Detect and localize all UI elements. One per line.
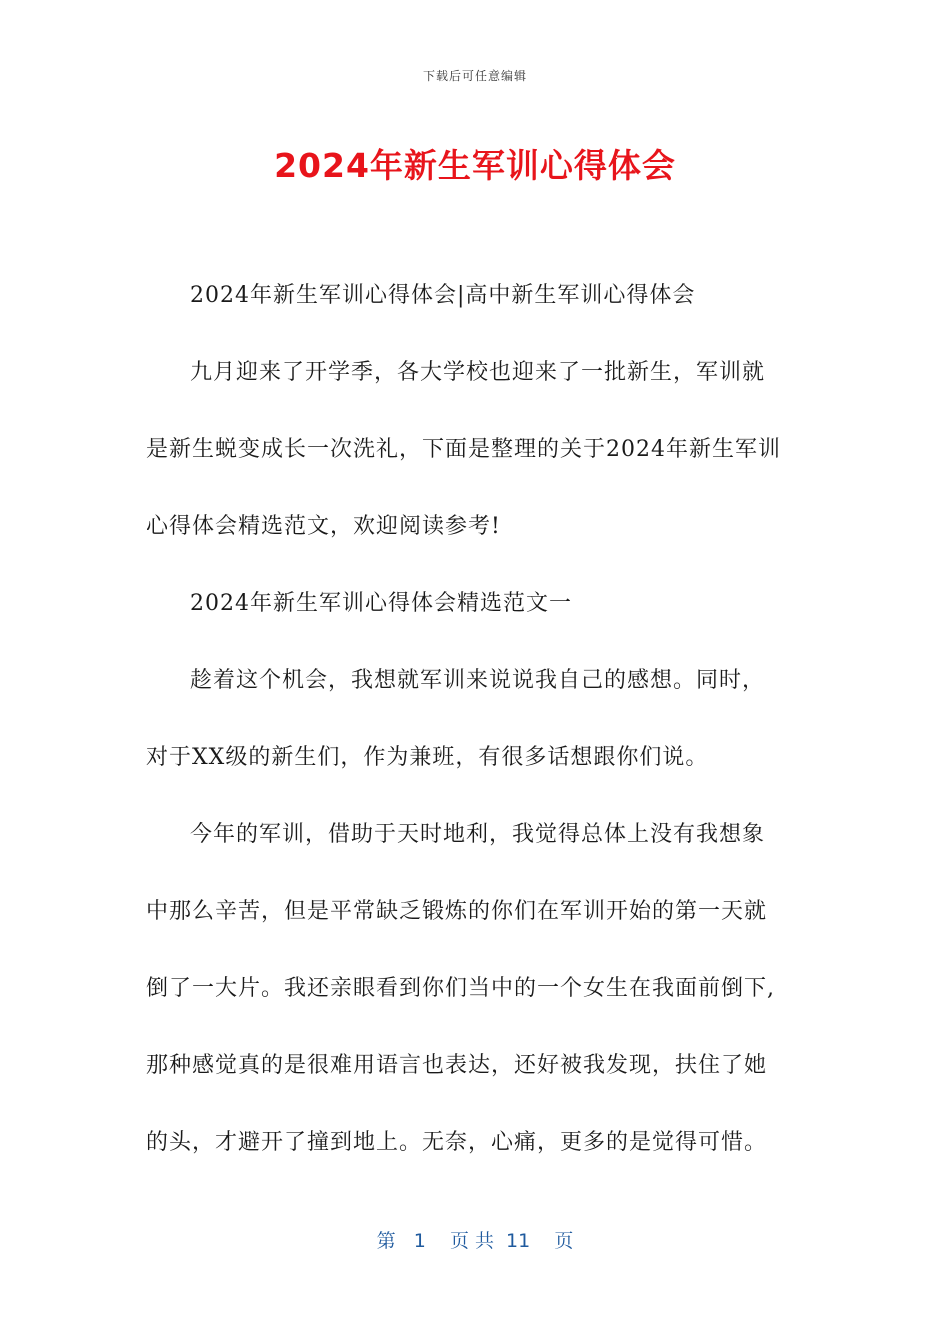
text-line: 2024年新生军训心得体会|高中新生军训心得体会: [190, 283, 696, 308]
text-line: 那种感觉真的是很难用语言也表达，还好被我发现，扶住了她: [146, 1053, 768, 1078]
text-line: 对于XX级的新生们，作为兼班，有很多话想跟你们说。: [146, 745, 709, 770]
text-line: 倒了一大片。我还亲眼看到你们当中的一个女生在我面前倒下,: [146, 976, 775, 1001]
text-line: 趁着这个机会，我想就军训来说说我自己的感想。同时，: [190, 668, 766, 693]
text-line: 2024年新生军训心得体会精选范文一: [190, 591, 572, 616]
text-line: 九月迎来了开学季，各大学校也迎来了一批新生，军训就: [190, 360, 766, 385]
paragraph-subtitle: [146, 272, 806, 320]
text-line: 的头，才避开了撞到地上。无奈，心痛，更多的是觉得可惜。: [146, 1130, 768, 1155]
paragraph-section-heading: [146, 580, 806, 628]
paragraph-intro: [146, 349, 806, 551]
text-line: 今年的军训，借助于天时地利，我觉得总体上没有我想象: [190, 822, 766, 847]
paragraph-opening: [146, 657, 806, 782]
text-line: 中那么辛苦，但是平常缺乏锻炼的你们在军训开始的第一天就: [146, 899, 768, 924]
document-title: 2024年新生军训心得体会: [274, 146, 676, 185]
paragraph-body: [146, 811, 806, 1167]
document-body: [146, 272, 806, 1196]
page-number-footer: 第 1 页 共 11 页: [376, 1230, 574, 1252]
text-line: 是新生蜕变成长一次洗礼，下面是整理的关于2024年新生军训: [146, 437, 781, 462]
header-note: 下载后可任意编辑: [422, 69, 527, 83]
text-line: 心得体会精选范文，欢迎阅读参考!: [146, 514, 501, 539]
